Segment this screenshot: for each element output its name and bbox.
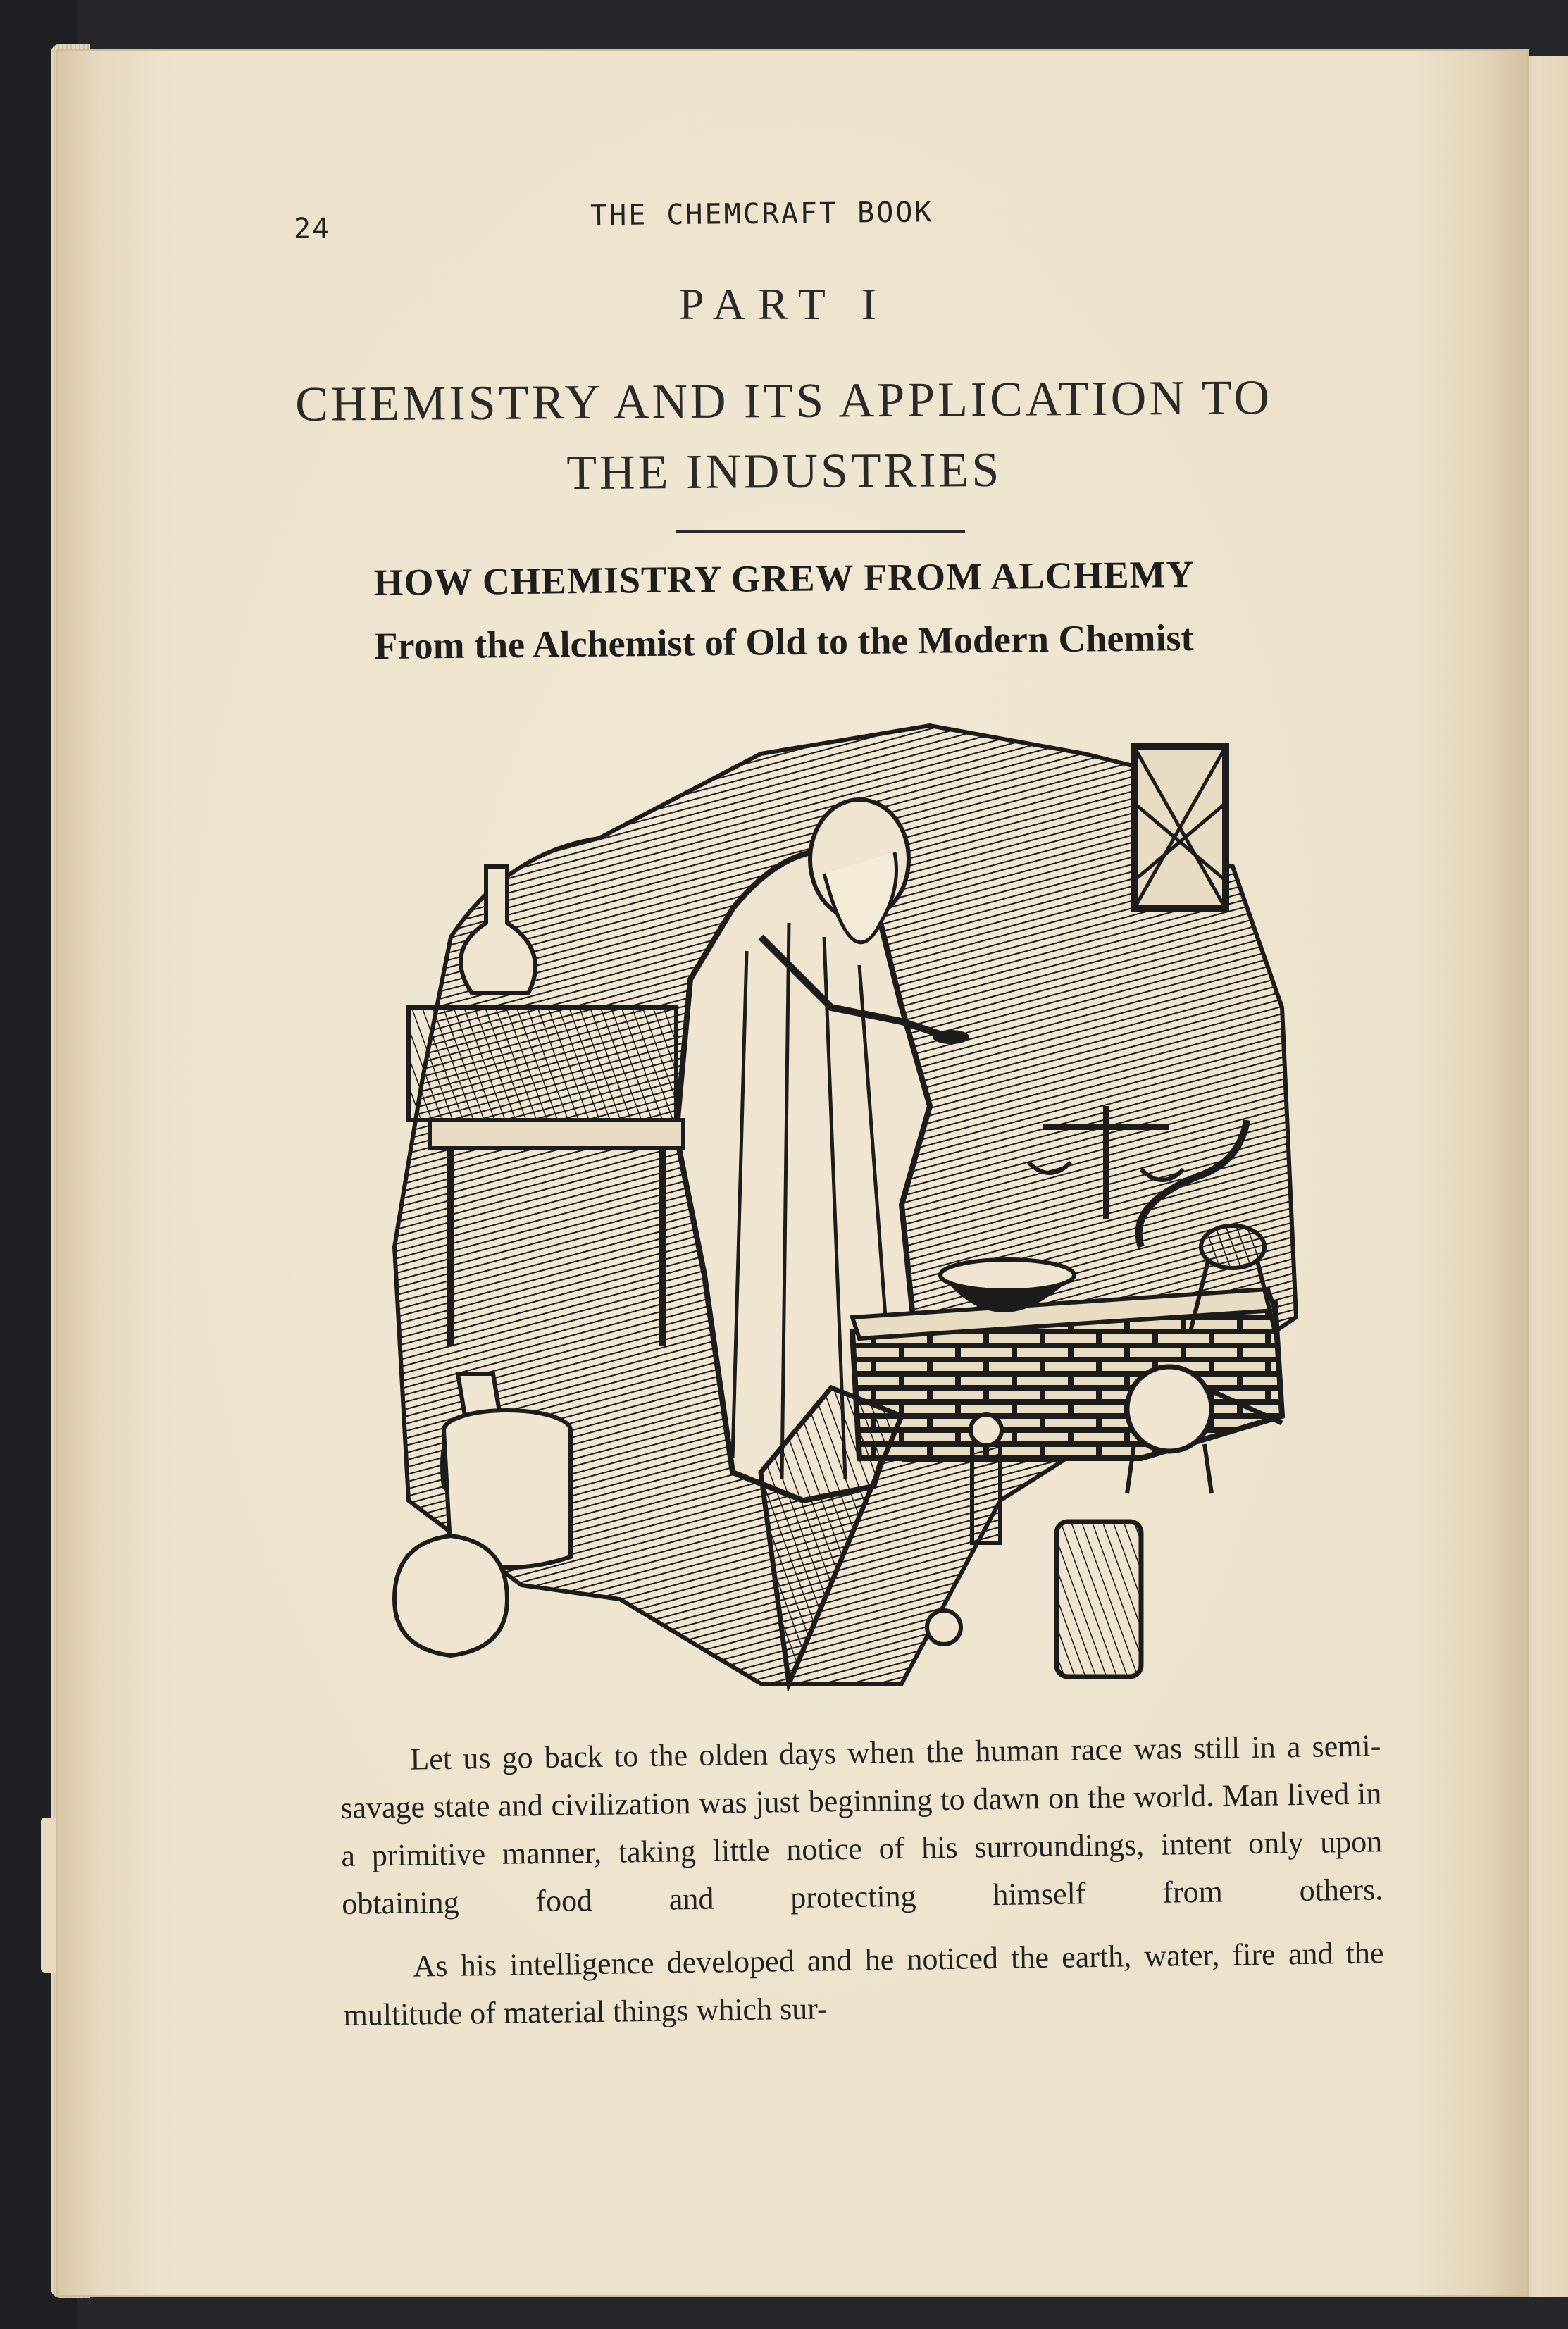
paragraph-2-text: As his intelligence developed and he noticed the earth, water, fire and the multitude of material things which sur- xyxy=(343,1935,1384,2032)
running-head: THE CHEMCRAFT BOOK xyxy=(590,196,934,232)
section-subheading: From the Alchemist of Old to the Modern Chemist xyxy=(374,616,1194,668)
chapter-title xyxy=(0,361,1568,513)
chapter-title-line2: THE INDUSTRIES xyxy=(566,442,1002,501)
page-number: 24 xyxy=(294,213,331,245)
section-heading: HOW CHEMISTRY GREW FROM ALCHEMY xyxy=(373,552,1195,604)
paragraph-1 xyxy=(340,1722,1383,1928)
paragraph-1-text: Let us go back to the olden days when the human race was still in a semi-savage state and civilization was just beginning to dawn on the world. Man lived in a primitive manner, taking little notice of his surroundings, intent only upon obtaining food and protecting himself from others. xyxy=(340,1728,1383,1921)
part-title: PART I xyxy=(678,279,890,329)
alchemist-illustration xyxy=(366,712,1331,1712)
paragraph-2 xyxy=(342,1929,1385,2039)
chapter-title-line1: CHEMISTRY AND ITS APPLICATION TO xyxy=(294,371,1273,432)
title-rule xyxy=(676,530,965,533)
body-text xyxy=(340,1722,1385,2055)
